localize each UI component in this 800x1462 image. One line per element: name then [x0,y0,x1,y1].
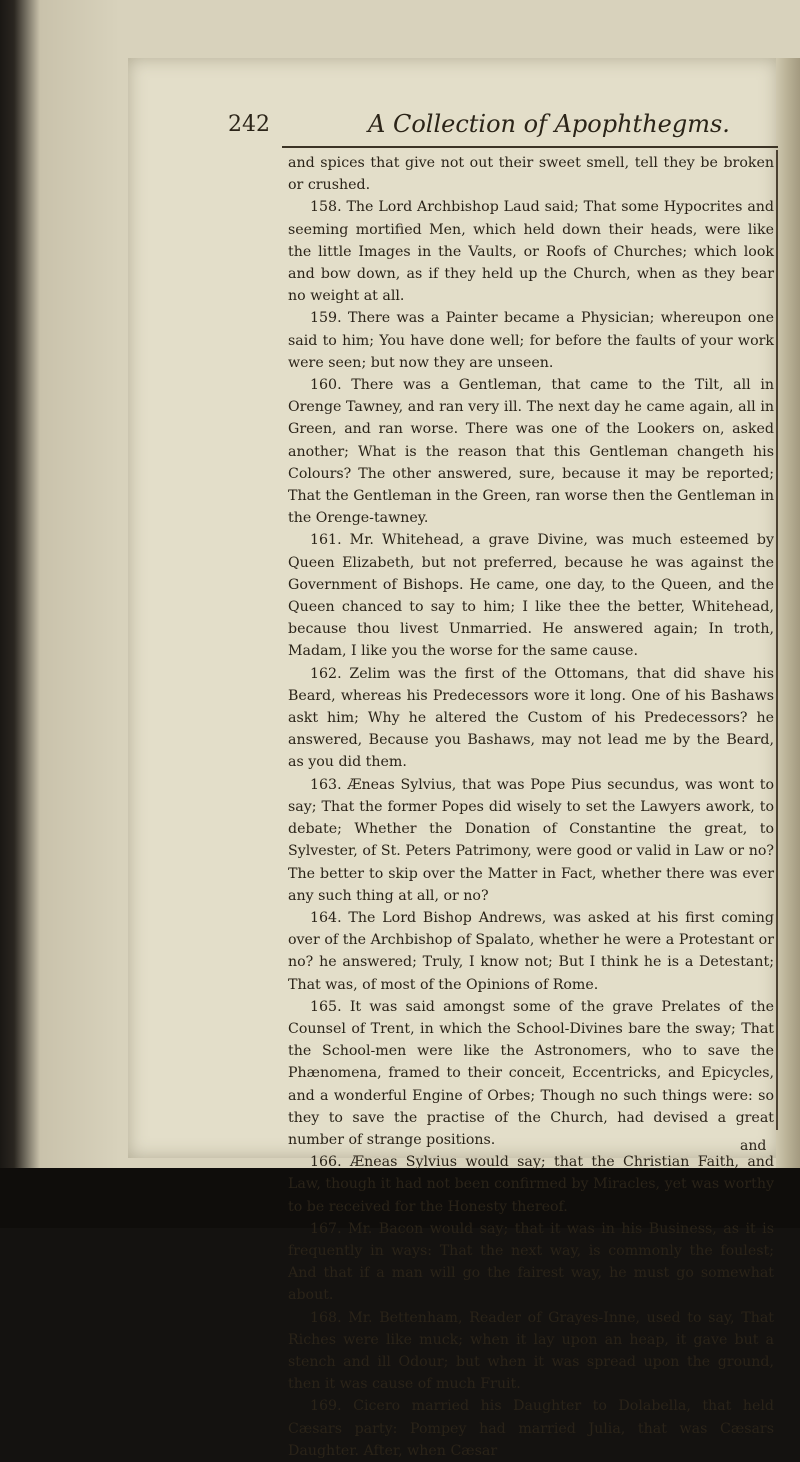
page-header [228,108,788,148]
page-edge [776,58,800,1168]
page-number: 242 [228,112,270,137]
body-text [288,152,774,1459]
apophthegm-158: 158. The Lord Archbishop Laud said; That some Hypocrites and seeming mortified Men, which held down their heads, were like the little Images in the Vaults, or Roofs of Churches; which look and bow down, as if they held up the Church, when as they bear no weight at all. [288,199,774,305]
running-title: A Collection of Apophthegms. [368,110,730,138]
apophthegm-159: 159. There was a Painter became a Physician; whereupon one said to him; You have done well; for before the faults of your work were seen; but now they are unseen. [288,310,774,371]
apophthegm-167: 167. Mr. Bacon would say; that it was in his Business, as it is frequently in ways: That the next way, is commonly the foulest; And that if a man will go the fairest way, he must go somewhat about. [288,1220,774,1304]
apophthegm-169: 169. Cicero married his Daughter to Dolabella, that held Cæsars party: Pompey had married Julia, that was Cæsars Daughter. After, when Cæsar [288,1398,774,1459]
apophthegm-161: 161. Mr. Whitehead, a grave Divine, was much esteemed by Queen Elizabeth, but not preferred, because he was against the Government of Bishops. He came, one day, to the Queen, and the Queen chanced to say to him; I like thee the better, Whitehead, because thou livest Unmarried. He answered again; In troth, Madam, I like you the worse for the same cause. [288,532,774,660]
apophthegm-162: 162. Zelim was the first of the Ottomans, that did shave his Beard, whereas his Predecessors wore it long. One of his Bashaws askt him; Why he altered the Custom of his Predecessors? he answered, Because you Bashaws, may not lead me by the Beard, as you did them. [288,665,774,771]
apophthegm-168: 168. Mr. Bettenham, Reader of Grayes-Inne, used to say, That Riches were like muck; when it lay upon an heap, it gave but a stench and ill Odour; but when it was spread upon the ground, then it was cause of much Fruit. [288,1309,774,1393]
catchword: and [740,1138,767,1154]
apophthegm-163: 163. Æneas Sylvius, that was Pope Pius secundus, was wont to say; That the former Popes did wisely to set the Lawyers awork, to debate; Whether the Donation of Constantine the great, to Sylvester, of St. Peters Patrimony, were good or valid in Law or no? The better to skip over the Matter in Fact, whether there was ever any such thing at all, or no? [288,776,774,904]
apophthegm-164: 164. The Lord Bishop Andrews, was asked at his first coming over of the Archbishop of Spalato, whether he were a Protestant or no? he answered; Truly, I know not; But I think he is a Detestant; That was, of most of the Opinions of Rome. [288,909,774,993]
header-rule [282,146,778,148]
apophthegm-160: 160. There was a Gentleman, that came to the Tilt, all in Orenge Tawney, and ran very ill. The next day he came again, all in Green, and ran worse. There was one of the Lookers on, asked another; What is the reason that this Gentleman changeth his Colours? The other answered, sure, because it may be reported; That the Gentleman in the Green, ran worse then the Gentleman in the Orenge-tawney. [288,377,774,527]
apophthegm-166: 166. Æneas Sylvius would say; that the Christian Faith, and Law, though it had not been confirmed by Miracles, yet was worthy to be received for the Honesty thereof. [288,1154,774,1215]
apophthegm-165: 165. It was said amongst some of the grave Prelates of the Counsel of Trent, in which the School-Divines bare the sway; That the School-men were like the Astronomers, who to save the Phænomena, framed to their conceit, Eccentricks, and Epicycles, and a wonderful Engine of Orbes; Though no such things were: so they to save the practise of the Church, had devised a great number of strange positions. [288,998,774,1148]
margin-rule [776,150,778,1130]
paragraph-continuation: and spices that give not out their sweet smell, tell they be broken or crushed. [288,155,774,194]
